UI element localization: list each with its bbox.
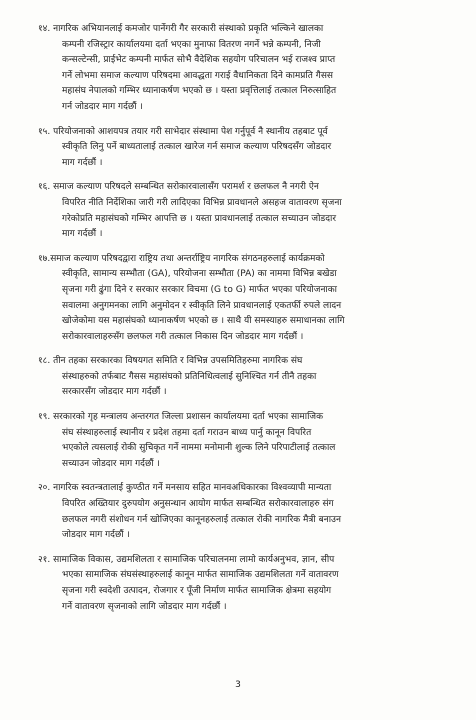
item-line: भएका सामाजिक संघसंस्थाहरुलाई कानून मार्फत सामाजिक उद्यमशिलता गर्ने वातावरण <box>62 570 339 581</box>
item-line: सवालमा अनुगमनका लागि अनुमोदन र स्वीकृति लिने प्रावधानलाई एकतर्फी रुपले लादन <box>62 300 342 311</box>
list-item <box>38 553 450 615</box>
item-line: खोजेकोमा यस महासंघको ध्यानाकर्षण भएको छ । साथै यी समस्याहरु समाधानका लागि <box>62 316 345 327</box>
item-line: गर्ने लोभमा समाज कल्याण परिषदमा आवद्धता गराई वैधानिकता दिने कामप्रति गैसस <box>62 70 333 81</box>
item-line: संघ संस्थाहरुलाई स्थानीय र प्रदेश तहमा दर्ता गराउन बाध्य पार्नु कानून विपरित <box>62 427 312 438</box>
item-line: कम्पनी रजिस्ट्रार कार्यालयमा दर्ता भएका मुनाफा वितरण नगर्ने भन्ने कम्पनी, निजी <box>62 39 321 50</box>
item-line: १४. नागरिक अभियानलाई कमजोर पार्नेगरी गैर सरकारी संस्थाको प्रकृति भल्किने खालका <box>38 24 324 34</box>
item-line: स्वीकृति लिनु पर्ने बाध्यतालाई तत्काल खारेज गर्न समाज कल्याण परिषदसँग जोडदार <box>62 142 332 153</box>
item-line: कन्सल्टेन्सी, प्राईभेट कम्पनी मार्फत सोभै वैदेशिक सहयोग परिचालन भई राजश्व प्राप्त <box>62 55 336 66</box>
item-line: महासंघ नेपालको गम्भिर ध्यानाकर्षण भएको छ । यस्ता प्रवृत्तिलाई तत्काल निरुत्साहित <box>62 86 337 97</box>
item-line: २०. नागरिक स्वतन्त्रतालाई कुण्ठीत गर्ने मनसाय सहित मानवअधिकारका विश्वव्यापी मान्यता <box>38 483 332 494</box>
item-line: विपरित अख्तियार दुरुपयोग अनुसन्धान आयोग मार्फत सम्बन्धित सरोकारवालाहरु संग <box>62 499 334 510</box>
item-line: १८. तीन तहका सरकारका विषयगत समिति र विभिन्न उपसमितिहरुमा नागरिक संघ <box>38 356 303 367</box>
item-line: गर्ने वातावरण सृजनाको लागि जोडदार माग गर्दछौं । <box>62 601 227 612</box>
item-line: १५. परियोजनाको आशयपत्र तयार गरी साभेदार संस्थामा पेश गर्नुपूर्व नै स्थानीय तहबाट पूर्व <box>38 126 328 137</box>
list-item <box>38 125 450 172</box>
item-line: माग गर्दछौं । <box>62 229 103 240</box>
item-line: सच्याउन जोडदार माग गर्दछौं । <box>62 458 160 469</box>
item-line: जोडदार माग गर्दछौं । <box>62 530 130 541</box>
item-line: सृजना गरी ढुंगा दिने र सरकार सरकार विचमा (G to G) मार्फत भएका परियोजनाका <box>62 284 338 295</box>
item-line: गरेकोप्रति महासंघको गम्भिर आपत्ति छ । यस्ता प्रावधानलाई तत्काल सच्याउन जोडदार <box>62 213 337 224</box>
item-line: सरकारसँग जोडदार माग गर्दछौं । <box>62 387 167 398</box>
item-line: भएकोले त्यसलाई रोकी सुचिकृत गर्ने नाममा मनोमानी शुल्क लिने परिपाटीलाई तत्काल <box>62 443 336 454</box>
list-item <box>38 354 450 401</box>
item-line: विपरित नीति निर्देशिका जारी गरी लादिएका विभिन्न प्रावधानले असहज वातावरण सृजना <box>62 197 342 208</box>
list-item <box>38 22 450 116</box>
item-line: गर्न जोडदार माग गर्दछौं । <box>62 101 143 112</box>
item-line: १६. समाज कल्याण परिषदले सम्बन्धित सरोकारवालासँग परामर्श र छलफल नै नगरी ऐन <box>38 182 319 193</box>
resolution-list <box>38 22 450 624</box>
list-item <box>38 252 450 346</box>
item-line: १७.समाज कल्याण परिषदद्वारा राष्ट्रिय तथा अन्तर्राष्ट्रिय नागरिक संगठनहरुलाई कार्यक्रमको <box>38 253 325 264</box>
item-line: छलफल नगरी संशोधन गर्न खोजिएका कानूनहरुलाई तत्काल रोकी नागरिक मैत्री बनाउन <box>62 514 341 525</box>
page-number: 3 <box>235 680 241 690</box>
item-line: १९. सरकारको गृह मन्त्रालय अन्तरगत जिल्ला प्रशासन कार्यालयमा दर्ता भएका सामाजिक <box>38 412 324 423</box>
list-item <box>38 180 450 242</box>
item-line: स्वीकृति, सामान्य सम्भौता (GA), परियोजना सम्भौता (PA) का नाममा विभिन्न बखेडा <box>62 269 337 280</box>
list-item <box>38 481 450 543</box>
item-line: माग गर्दछौं । <box>62 157 103 168</box>
item-line: संस्थाहरुको तर्फबाट गैसस महासंघको प्रतिनिधित्वलाई सुनिश्चित गर्न तीनै तहका <box>62 371 317 382</box>
item-line: सरोकारवालाहरुसँग छलफल गरी तत्काल निकास दिन जोडदार माग गर्दछौं । <box>62 331 304 342</box>
list-item <box>38 410 450 472</box>
item-line: सृजना गरी स्वदेशी उत्पादन, रोजगार र पूँजी निर्माण मार्फत सामाजिक क्षेत्रमा सहयोग <box>62 586 332 596</box>
item-line: २१. सामाजिक विकास, उद्यमशिलता र सामाजिक परिचालनमा लामो कार्यअनुभव, ज्ञान, सीप <box>38 554 335 565</box>
